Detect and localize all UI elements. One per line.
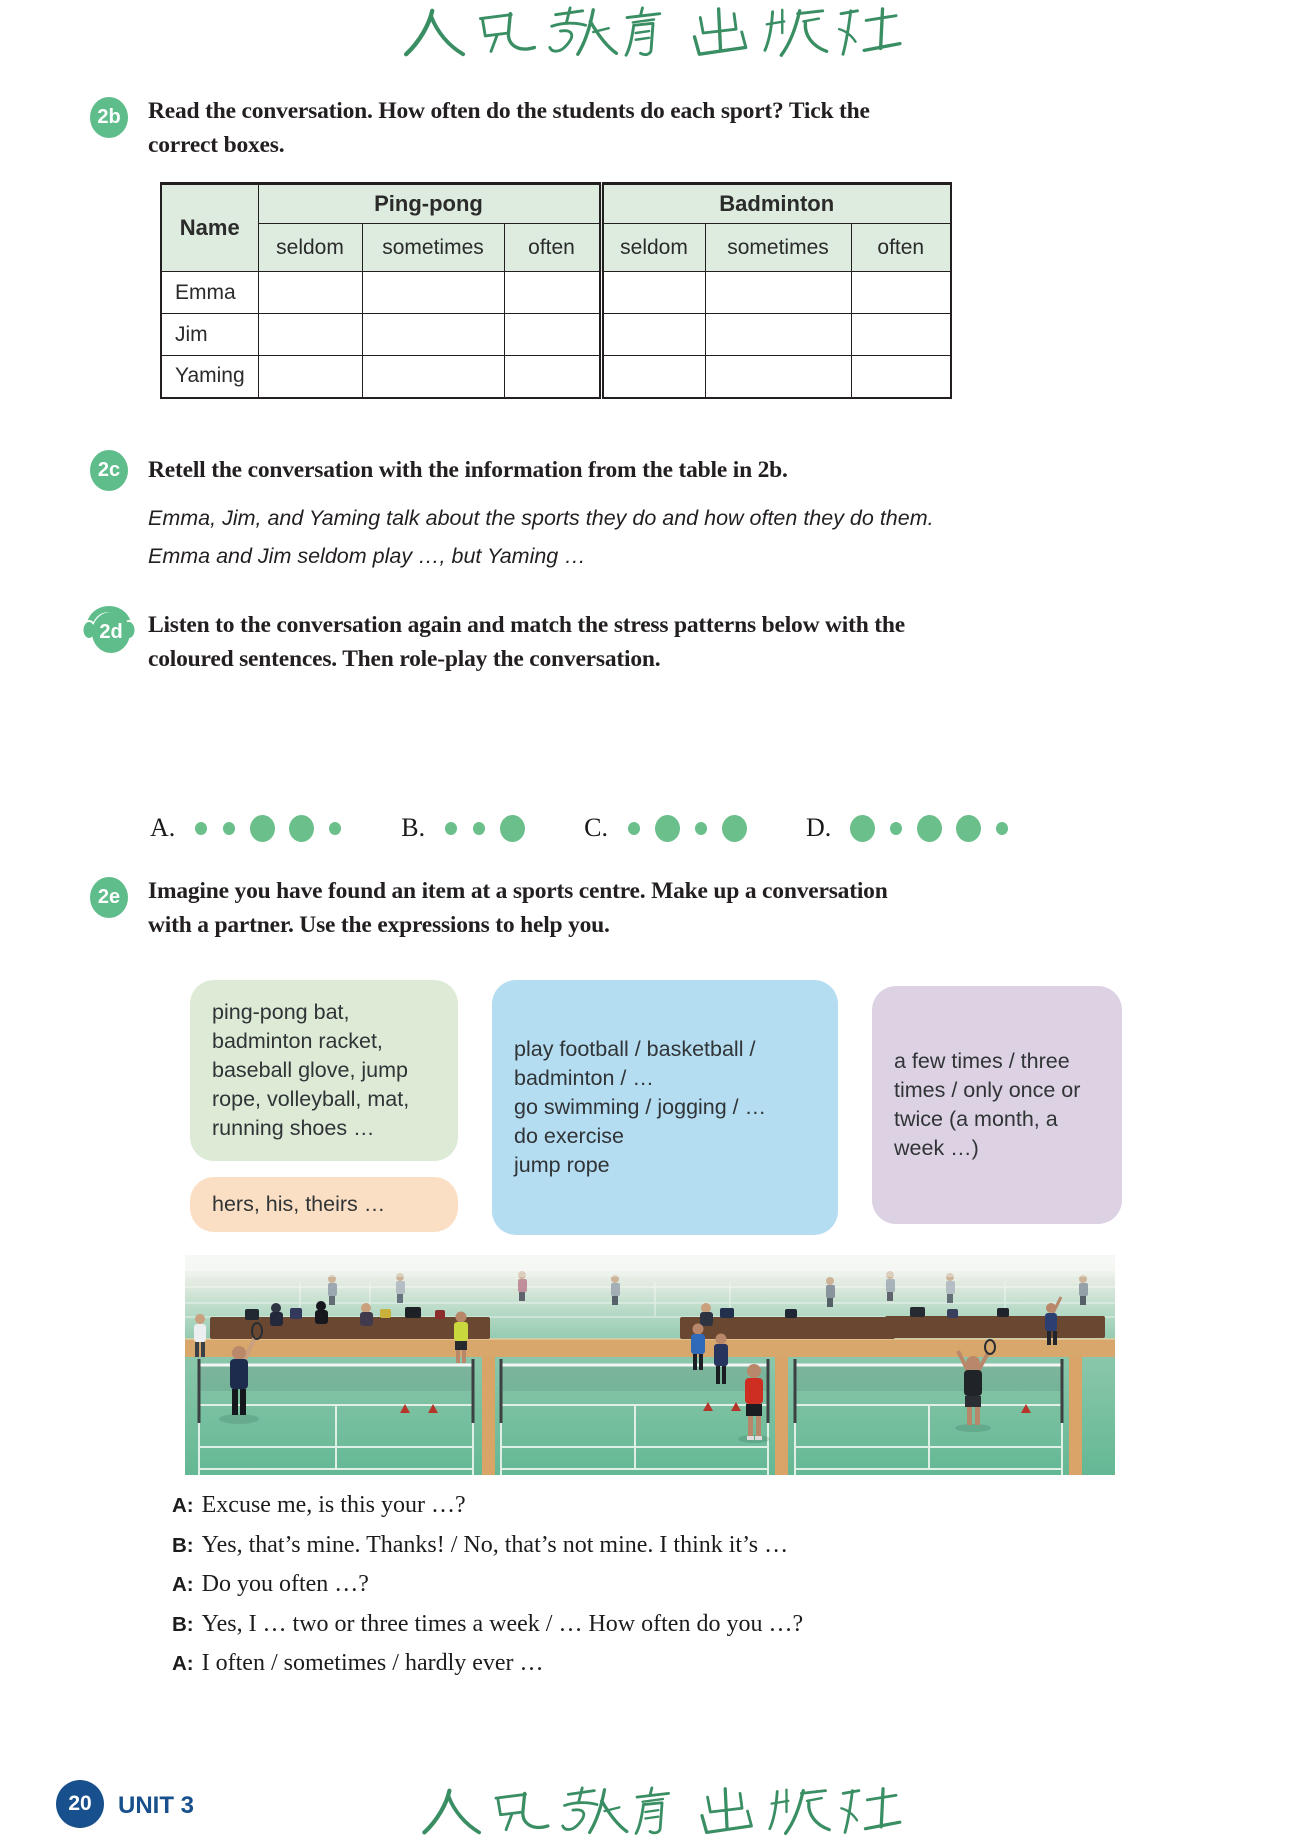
conversation-text: I often / sometimes / hardly ever … — [201, 1650, 544, 1676]
tick-cell-yaming-ping-pong-often[interactable] — [504, 356, 601, 398]
stress-dot-big — [250, 815, 275, 842]
section-2d-heading — [148, 608, 1068, 676]
stress-dot-small — [890, 822, 902, 835]
frequency-box-text: a few times / three times / only once or twice (a month, a week …) — [894, 1049, 1081, 1160]
table-subheader-ping-pong-often: often — [504, 224, 601, 272]
tick-cell-jim-badminton-sometimes[interactable] — [705, 314, 851, 356]
section-2c-heading — [148, 453, 1088, 487]
tick-cell-emma-badminton-sometimes[interactable] — [705, 272, 851, 314]
sports-centre-photo — [185, 1255, 1115, 1475]
tick-cell-emma-ping-pong-sometimes[interactable] — [362, 272, 504, 314]
publisher-logo — [392, 6, 916, 60]
stress-pattern-a — [150, 813, 349, 843]
table-subheader-ping-pong-sometimes: sometimes — [362, 224, 504, 272]
conversation-line — [172, 1526, 803, 1566]
tick-cell-emma-ping-pong-often[interactable] — [504, 272, 601, 314]
heading-line: coloured sentences. Then role-play the conversation. — [148, 646, 661, 672]
example-line: Emma, Jim, and Yaming talk about the sports they do and how often they do them. — [148, 506, 934, 530]
conversation-text: Yes, I … two or three times a week / … How often do you …? — [201, 1610, 804, 1637]
conversation-template — [172, 1486, 803, 1684]
heading-line: Listen to the conversation again and match the stress patterns below with the — [148, 612, 906, 638]
stress-dot-big — [655, 815, 680, 842]
table-row — [161, 356, 951, 398]
tick-cell-yaming-badminton-seldom[interactable] — [601, 356, 705, 398]
speaker-label: B: — [172, 1533, 194, 1557]
student-name-cell: Emma — [161, 272, 258, 314]
heading-line: correct boxes. — [148, 132, 285, 158]
table-subheader-badminton-seldom: seldom — [601, 224, 705, 272]
tick-cell-emma-ping-pong-seldom[interactable] — [258, 272, 362, 314]
section-2b-heading — [148, 94, 1048, 162]
tick-cell-emma-badminton-seldom[interactable] — [601, 272, 705, 314]
activities-line: jump rope — [514, 1153, 610, 1177]
pronouns-box: hers, his, theirs … — [190, 1177, 458, 1232]
stress-dot-big — [500, 815, 525, 842]
stress-dot-small — [628, 822, 640, 835]
conversation-line — [172, 1644, 803, 1684]
conversation-line — [172, 1605, 803, 1645]
heading-line: Imagine you have found an item at a sports centre. Make up a conversation — [148, 878, 888, 904]
table-subheader-badminton-sometimes: sometimes — [705, 224, 851, 272]
tick-cell-jim-ping-pong-sometimes[interactable] — [362, 314, 504, 356]
tick-cell-jim-badminton-often[interactable] — [851, 314, 951, 356]
table-header-badminton: Badminton — [601, 184, 951, 224]
student-name-cell: Jim — [161, 314, 258, 356]
stress-dot-small — [329, 822, 341, 835]
pattern-label: B. — [401, 813, 426, 842]
tick-cell-yaming-badminton-often[interactable] — [851, 356, 951, 398]
tick-cell-jim-ping-pong-often[interactable] — [504, 314, 601, 356]
stress-dot-big — [289, 815, 314, 842]
frequency-box — [872, 986, 1122, 1224]
pattern-label: C. — [584, 813, 608, 842]
section-2c-badge: 2c — [90, 450, 128, 491]
stress-pattern-c — [584, 813, 754, 843]
tick-cell-jim-ping-pong-seldom[interactable] — [258, 314, 362, 356]
stress-pattern-b — [401, 813, 532, 843]
expression-boxes-left-column — [190, 980, 458, 1232]
section-2d-badge: 2d — [92, 612, 130, 653]
conversation-text: Excuse me, is this your …? — [201, 1492, 466, 1518]
stress-dot-small — [195, 822, 207, 835]
stress-dot-small — [695, 822, 707, 835]
stress-dot-small — [445, 822, 457, 835]
table-row — [161, 314, 951, 356]
table-header-name: Name — [161, 184, 258, 272]
page-number-badge: 20 — [56, 1780, 104, 1828]
stress-patterns — [150, 808, 1068, 848]
student-name-cell: Yaming — [161, 356, 258, 398]
speaker-label: A: — [172, 1573, 194, 1596]
conversation-line — [172, 1486, 803, 1526]
stress-dot-small — [473, 822, 485, 835]
pattern-label: A. — [150, 813, 176, 842]
unit-label: UNIT 3 — [118, 1792, 195, 1819]
section-2e-heading — [148, 874, 1068, 942]
stress-dot-big — [850, 815, 875, 842]
section-2b-badge: 2b — [90, 97, 128, 138]
speaker-label: B: — [172, 1612, 194, 1636]
stress-pattern-d — [806, 813, 1016, 843]
items-box: ping-pong bat, badminton racket, baseball glove, jump rope, volleyball, mat, running shoes … — [190, 980, 458, 1161]
heading-line: Read the conversation. How often do the students do each sport? Tick the — [148, 98, 870, 124]
publisher-logo-footer — [406, 1786, 920, 1838]
activities-line: play football / basketball / badminton / … — [514, 1037, 756, 1090]
tick-cell-yaming-ping-pong-seldom[interactable] — [258, 356, 362, 398]
section-2e-badge: 2e — [90, 877, 128, 918]
example-line: Emma and Jim seldom play …, but Yaming … — [148, 543, 586, 568]
stress-dot-small — [223, 822, 235, 835]
stress-dot-small — [996, 822, 1008, 835]
conversation-text: Do you often …? — [201, 1571, 369, 1597]
heading-line: with a partner. Use the expressions to help you. — [148, 912, 610, 938]
tick-cell-jim-badminton-seldom[interactable] — [601, 314, 705, 356]
pattern-label: D. — [805, 813, 832, 842]
speaker-label: A: — [172, 1652, 194, 1675]
expression-boxes — [190, 980, 1122, 1235]
conversation-text: Yes, that’s mine. Thanks! / No, that’s not mine. I think it’s … — [201, 1531, 789, 1558]
table-subheader-badminton-often: often — [851, 224, 951, 272]
conversation-line — [172, 1565, 803, 1605]
tick-cell-emma-badminton-often[interactable] — [851, 272, 951, 314]
table-subheader-ping-pong-seldom: seldom — [258, 224, 362, 272]
activities-line: do exercise — [514, 1124, 624, 1148]
table-header-ping-pong: Ping-pong — [258, 184, 601, 224]
tick-cell-yaming-badminton-sometimes[interactable] — [705, 356, 851, 398]
frequency-table — [160, 182, 952, 399]
stress-dot-big — [722, 815, 747, 842]
activities-line: go swimming / jogging / … — [514, 1095, 767, 1119]
stress-dot-big — [917, 815, 942, 842]
activities-box — [492, 980, 838, 1235]
heading-line: Retell the conversation with the information from the table in 2b. — [148, 457, 788, 483]
table-row — [161, 272, 951, 314]
retell-example-text — [148, 500, 934, 575]
speaker-label: A: — [172, 1494, 194, 1517]
stress-dot-big — [956, 815, 981, 842]
tick-cell-yaming-ping-pong-sometimes[interactable] — [362, 356, 504, 398]
